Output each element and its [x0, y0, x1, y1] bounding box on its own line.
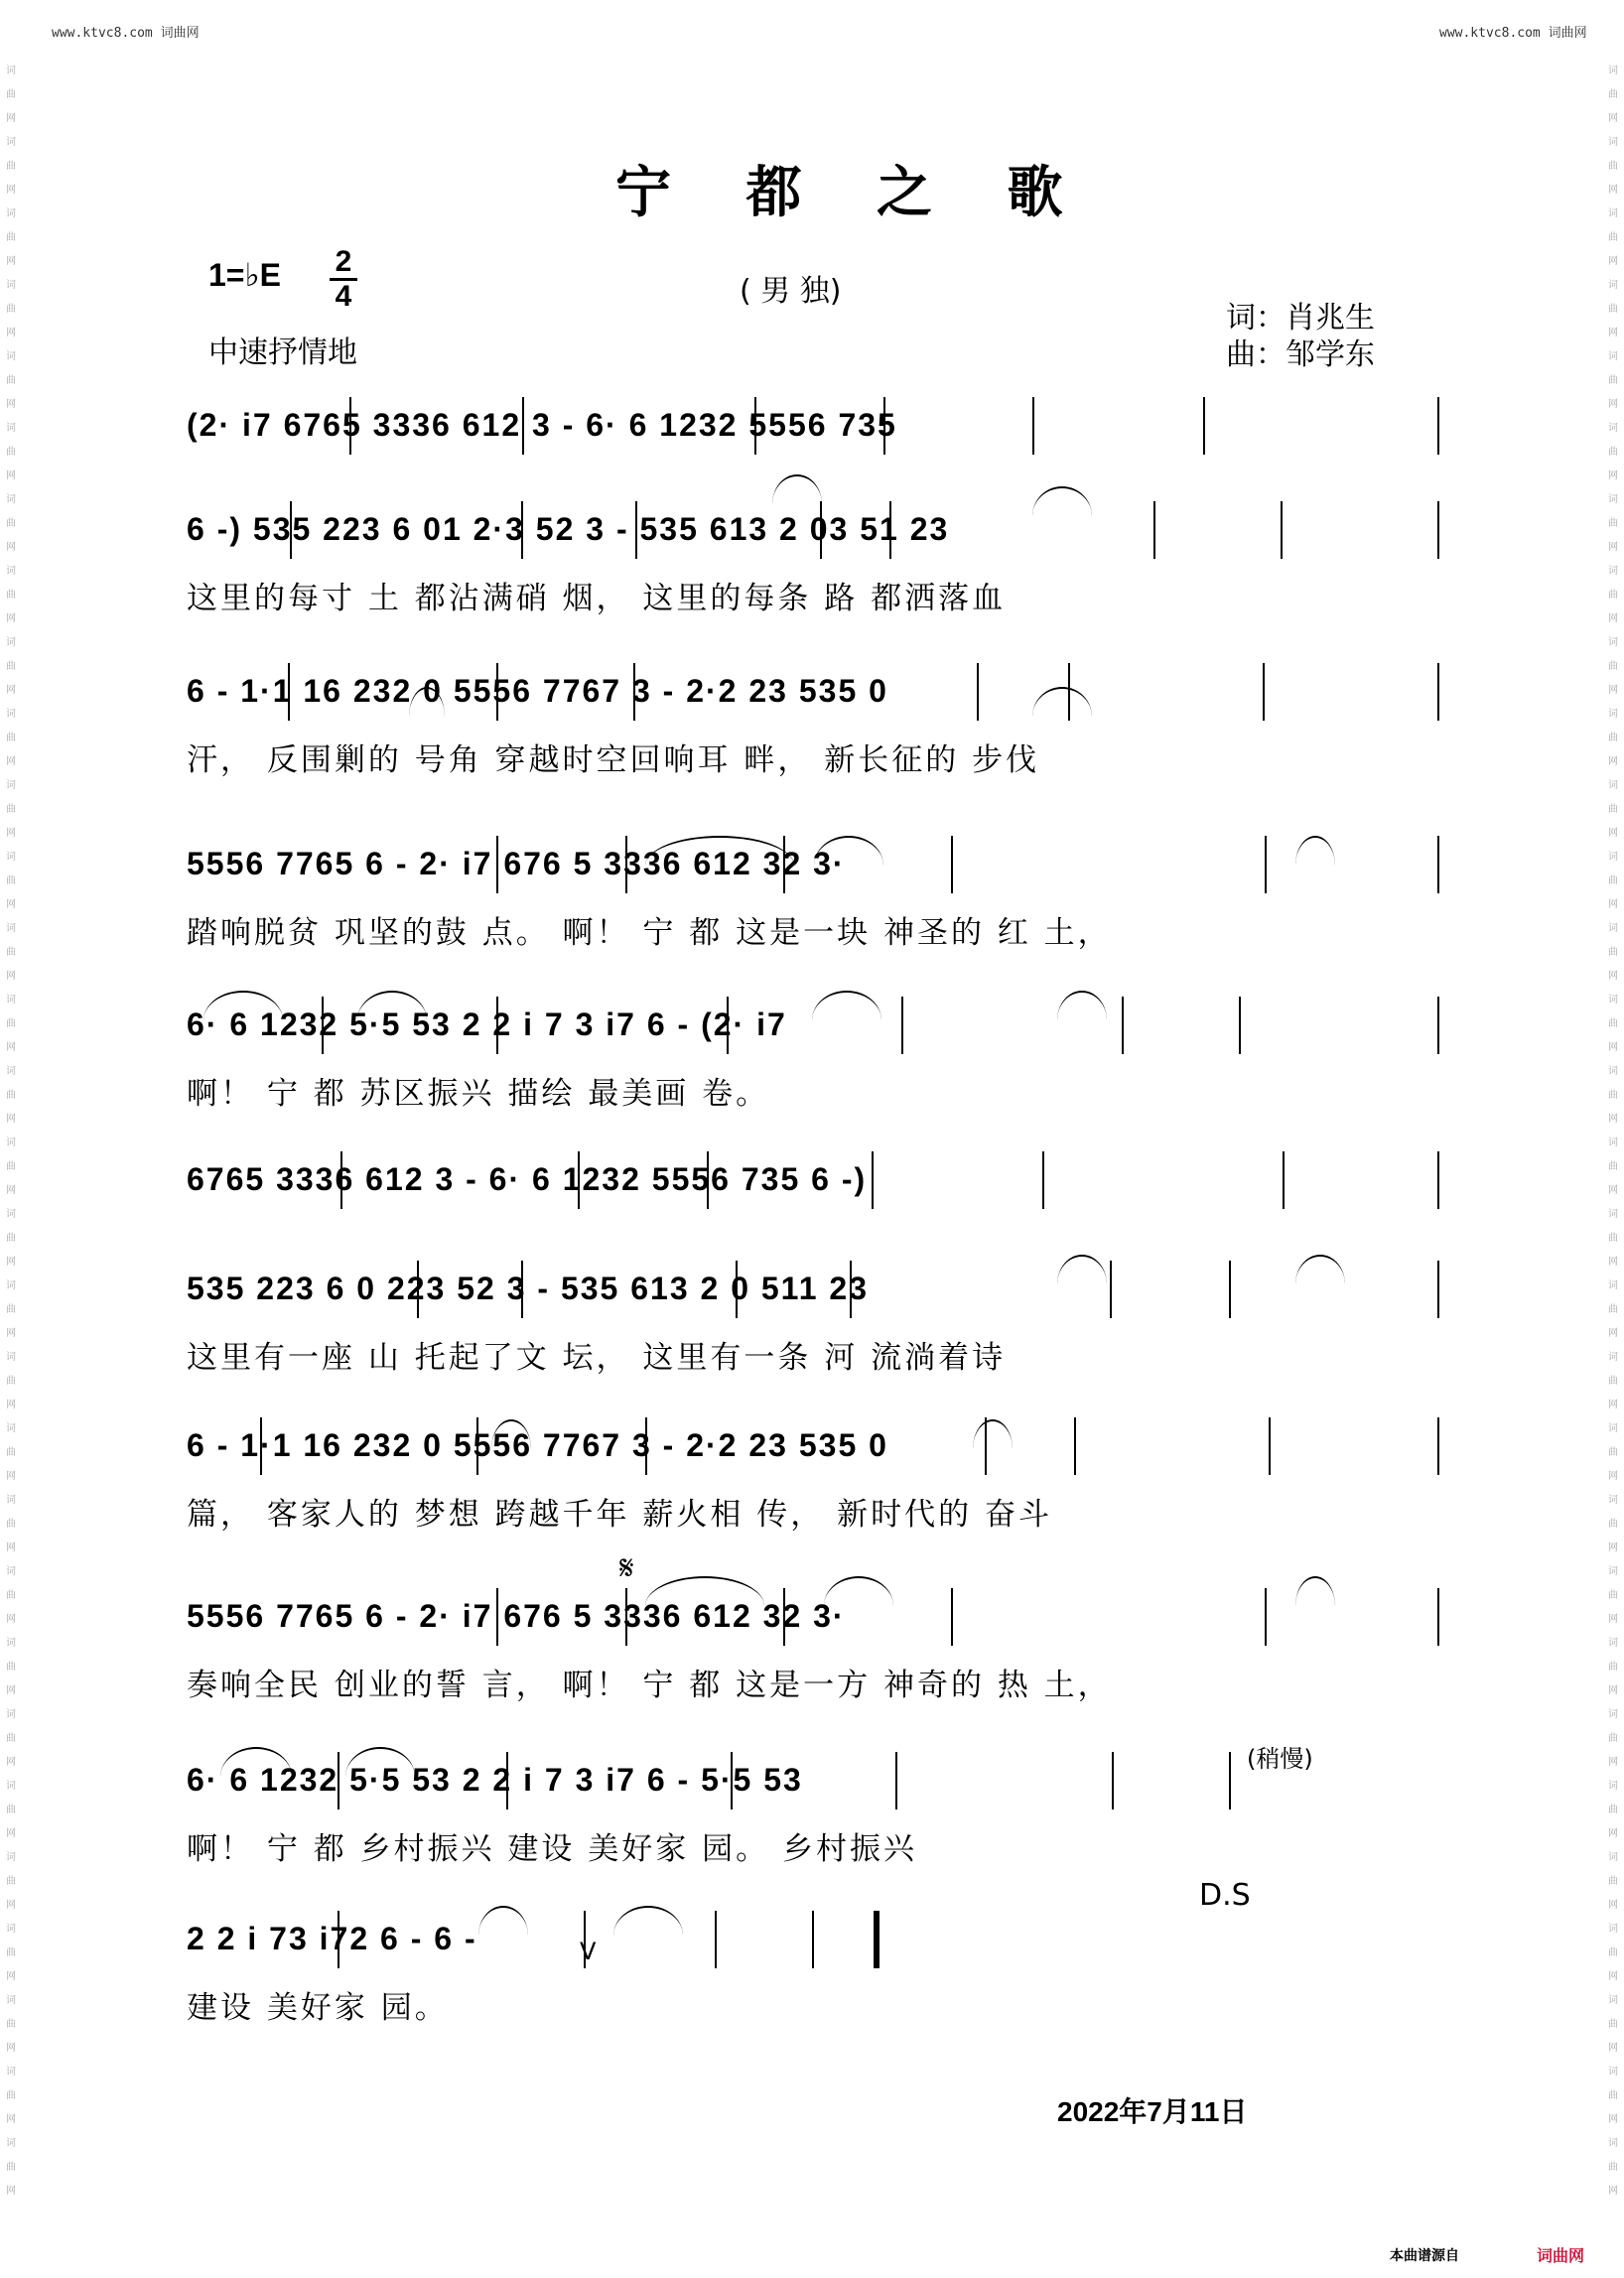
time-top: 2	[335, 245, 352, 278]
lyrics-line-5: 啊！ 宁 都 苏区振兴 描绘 最美画 卷。	[187, 1076, 770, 1112]
final-barline	[874, 1911, 880, 1968]
barline	[783, 1588, 785, 1646]
barline	[1229, 1261, 1231, 1318]
slur-mark	[973, 1419, 1013, 1449]
notes-line-9: 5556 7765 6 - 2· i7 676 5 3336 612 32 3·	[187, 1598, 846, 1634]
subtitle: ( 男 独)	[740, 274, 842, 309]
slur-mark	[1295, 1576, 1335, 1606]
site-url-right: www.ktvc8.com 词曲网	[1439, 26, 1587, 41]
barline	[645, 1417, 647, 1475]
time-bottom: 4	[335, 280, 352, 313]
slur-mark	[478, 1906, 528, 1936]
slur-mark	[613, 1906, 683, 1936]
barline	[340, 1151, 342, 1209]
sidebar-watermark-right: 词曲网词曲网词曲网词曲网词曲网词曲网词曲网词曲网词曲网词曲网词曲网词曲网词曲网词曲网词曲网词曲网词曲网词曲网词曲网词曲网词曲网词曲网词曲网词曲网词曲网词曲网词曲网词曲网词曲网词曲网	[1608, 66, 1618, 2197]
barline	[1112, 1752, 1114, 1809]
barline	[625, 836, 627, 893]
barline	[578, 1151, 580, 1209]
barline	[1437, 997, 1439, 1054]
barline	[521, 1261, 523, 1318]
slur-mark	[345, 1747, 415, 1777]
notes-line-11: 2 2 i 73 i72 6 - 6 -	[187, 1921, 477, 1956]
barline	[521, 501, 523, 559]
lyrics-line-10: 啊！ 宁 都 乡村振兴 建设 美好家 园。 乡村振兴	[187, 1831, 917, 1867]
barline	[290, 501, 292, 559]
barline	[1110, 1261, 1112, 1318]
lyrics-line-2: 这里的每寸 土 都沾满硝 烟， 这里的每条 路 都洒落血	[187, 581, 1007, 616]
notes-line-2: 6 -) 535 223 6 01 2·3 52 3 - 535 613 2 03 51 23	[187, 511, 950, 547]
barline	[1239, 997, 1241, 1054]
barline	[895, 1752, 897, 1809]
lyrics-line-9: 奏响全民 创业的誓 言， 啊！ 宁 都 这是一方 神奇的 热 土，	[187, 1668, 1112, 1703]
composer-credit: 曲：邹学东	[1226, 337, 1375, 372]
notes-line-1: (2· i7 6765 3336 612 3 - 6· 6 1232 5556 735	[187, 407, 897, 443]
notes-line-8: 6 - 1·1 16 232 0 5556 7767 3 - 2·2 23 535 0	[187, 1427, 888, 1463]
barline	[633, 663, 635, 721]
slur-mark	[812, 991, 881, 1020]
barline	[1269, 1417, 1271, 1475]
composition-date: 2022年7月11日	[1057, 2096, 1248, 2127]
slur-mark	[1032, 687, 1092, 717]
barline	[1437, 663, 1439, 721]
slur-mark	[814, 836, 883, 866]
barline	[1263, 663, 1265, 721]
barline	[736, 1261, 738, 1318]
barline	[1203, 397, 1205, 455]
segno-mark: 𝄋	[619, 1548, 634, 1588]
slur-mark	[645, 1576, 764, 1606]
barline	[1437, 836, 1439, 893]
lyrics-line-8: 篇， 客家人的 梦想 跨越千年 薪火相 传， 新时代的 奋斗	[187, 1497, 1052, 1533]
barline	[260, 1417, 262, 1475]
tempo-slower: (稍慢)	[1247, 1745, 1313, 1773]
barline	[1122, 997, 1124, 1054]
barline	[625, 1588, 627, 1646]
barline	[1283, 1151, 1285, 1209]
barline	[883, 397, 885, 455]
barline	[1229, 1752, 1231, 1809]
barline	[322, 997, 324, 1054]
barline	[522, 397, 524, 455]
barline	[731, 1752, 733, 1809]
barline	[850, 1261, 852, 1318]
barline	[715, 1911, 717, 1968]
notes-line-3: 6 - 1·1 16 232 0 5556 7767 3 - 2·2 23 535 0	[187, 673, 888, 709]
barline	[1437, 397, 1439, 455]
breath-mark: V	[580, 1938, 597, 1965]
notes-line-10: 6· 6 1232 5·5 53 2 2 i 7 3 i7 6 - 5·5 53	[187, 1762, 803, 1798]
barline	[288, 663, 290, 721]
barline	[1265, 836, 1267, 893]
barline	[496, 663, 498, 721]
slur-mark	[1295, 836, 1335, 866]
slur-mark	[1032, 486, 1092, 516]
barline	[754, 397, 756, 455]
barline	[496, 1588, 498, 1646]
slur-mark	[357, 991, 427, 1020]
barline	[338, 1752, 339, 1809]
slur-mark	[1057, 991, 1107, 1020]
barline	[872, 1151, 874, 1209]
barline	[1153, 501, 1155, 559]
notes-line-6: 6765 3336 612 3 - 6· 6 1232 5556 735 6 -)	[187, 1161, 868, 1197]
barline	[476, 1417, 478, 1475]
barline	[1437, 1151, 1439, 1209]
barline	[635, 501, 637, 559]
tempo-marking: 中速抒情地	[208, 335, 357, 370]
barline	[951, 836, 953, 893]
barline	[1074, 1417, 1076, 1475]
notes-line-5: 6· 6 1232 5·5 53 2 2 i 7 3 i7 6 - (2· i7	[187, 1006, 787, 1042]
barline	[1437, 1261, 1439, 1318]
footer-logo: 词曲网	[1537, 2246, 1585, 2265]
barline	[1437, 1417, 1439, 1475]
barline	[727, 997, 729, 1054]
slur-mark	[1295, 1255, 1345, 1284]
barline	[820, 501, 822, 559]
song-title: 宁 都 之 歌	[615, 160, 1091, 225]
notes-line-7: 535 223 6 0 223 52 3 - 535 613 2 0 511 23	[187, 1271, 869, 1306]
time-signature	[330, 245, 357, 313]
barline	[951, 1588, 953, 1646]
barline	[1042, 1151, 1044, 1209]
slur-mark	[491, 1419, 531, 1449]
lyrics-line-7: 这里有一座 山 托起了文 坛， 这里有一条 河 流淌着诗	[187, 1340, 1007, 1376]
footer-source: 本曲谱源自	[1390, 2248, 1459, 2264]
notes-line-4: 5556 7765 6 - 2· i7 676 5 3336 612 32 3·	[187, 846, 846, 881]
barline	[338, 1911, 339, 1968]
sidebar-watermark-left: 词曲网词曲网词曲网词曲网词曲网词曲网词曲网词曲网词曲网词曲网词曲网词曲网词曲网词曲网词曲网词曲网词曲网词曲网词曲网词曲网词曲网词曲网词曲网词曲网词曲网词曲网词曲网词曲网词曲网词曲网	[6, 66, 16, 2197]
barline	[707, 1151, 709, 1209]
barline	[506, 1752, 508, 1809]
slur-mark	[645, 836, 794, 866]
barline	[1437, 1588, 1439, 1646]
barline	[1281, 501, 1283, 559]
barline	[496, 997, 498, 1054]
barline	[889, 501, 891, 559]
lyrics-line-4: 踏响脱贫 巩坚的鼓 点。 啊！ 宁 都 这是一块 神圣的 红 土，	[187, 915, 1112, 951]
barline	[901, 997, 903, 1054]
slur-mark	[824, 1576, 893, 1606]
barline	[417, 1261, 419, 1318]
barline	[1265, 1588, 1267, 1646]
site-url-left: www.ktvc8.com 词曲网	[52, 26, 200, 41]
barline	[496, 836, 498, 893]
slur-mark	[1057, 1255, 1107, 1284]
slur-mark	[220, 1747, 292, 1777]
barline	[977, 663, 979, 721]
barline	[812, 1911, 814, 1968]
slur-mark	[203, 991, 283, 1020]
key-signature: 1=♭E	[208, 257, 281, 293]
lyrics-line-3: 汗， 反围剿的 号角 穿越时空回响耳 畔， 新长征的 步伐	[187, 742, 1040, 778]
barline	[349, 397, 351, 455]
lyricist-credit: 词：肖兆生	[1226, 301, 1375, 335]
barline	[1032, 397, 1034, 455]
lyrics-line-11: 建设 美好家 园。	[187, 1990, 449, 2026]
slur-mark	[772, 474, 822, 504]
ds-mark: D.S	[1199, 1878, 1251, 1913]
barline	[1437, 501, 1439, 559]
